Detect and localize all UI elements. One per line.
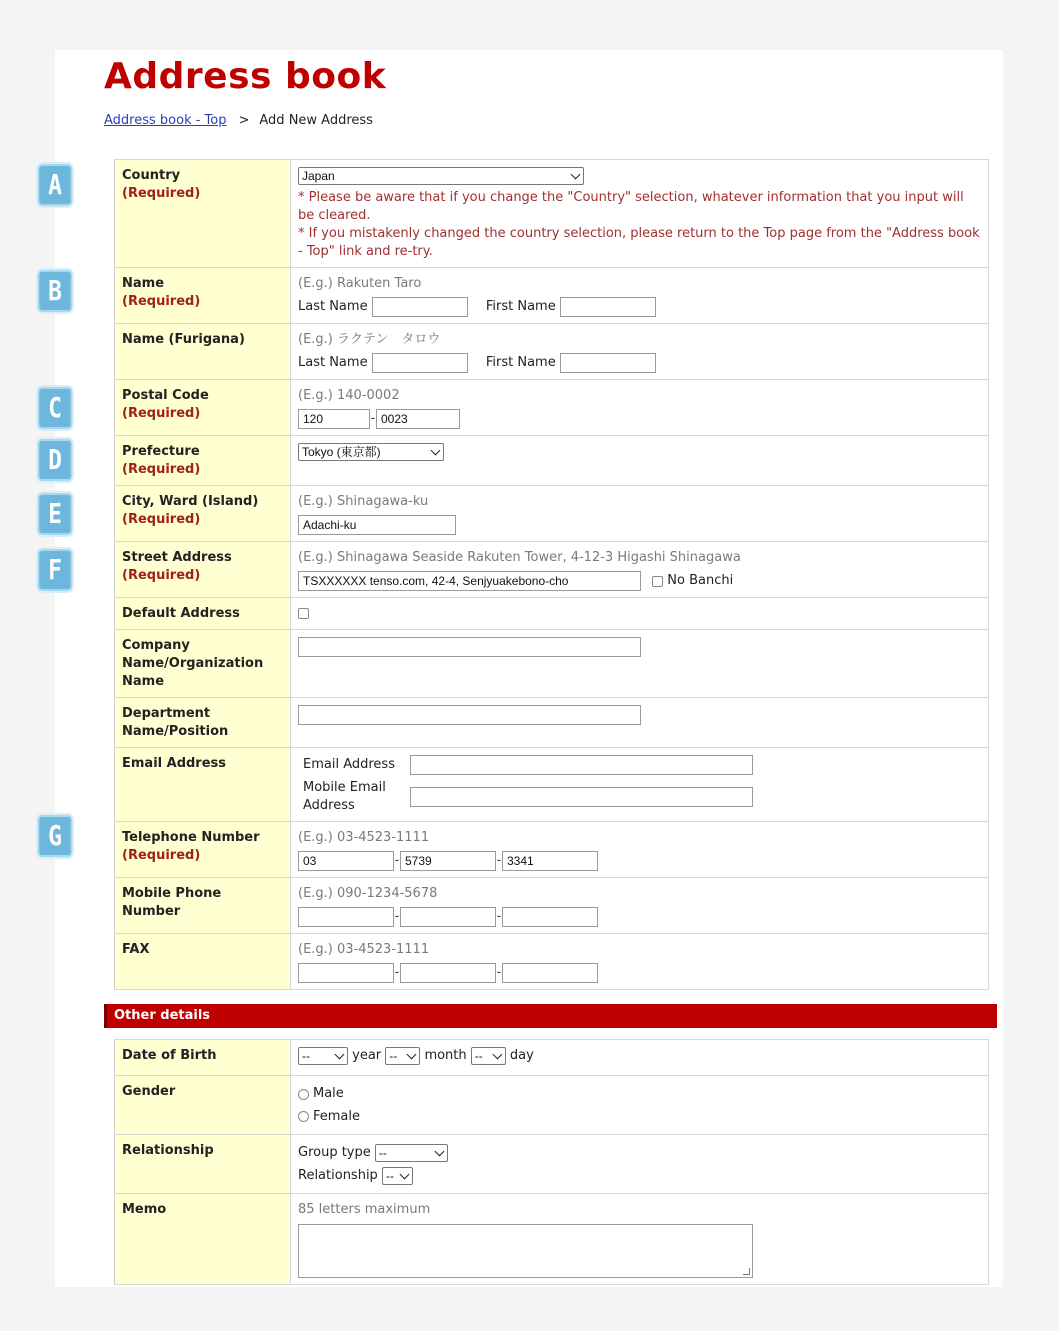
postal-code-row [115,380,989,436]
telephone-part1-input[interactable]: 03 [298,851,394,871]
email-label: Email Address [122,756,227,771]
street-address-input[interactable]: TSXXXXXX tenso.com, 42-4, Senjyuakebono-cho [298,571,641,591]
dob-label: Date of Birth [122,1048,217,1063]
street-example: (E.g.) Shinagawa Seaside Rakuten Tower, 4-12-3 Higashi Shinagawa [298,550,741,565]
month-label: month [424,1048,467,1063]
country-label: Country [122,168,181,183]
first-name-input[interactable] [560,297,656,317]
fax-part2-input[interactable] [400,963,496,983]
dob-label-cell [115,1040,291,1076]
group-type-select[interactable] [375,1144,448,1162]
gender-male-radio[interactable] [298,1089,309,1100]
telephone-part2-input[interactable]: 5739 [400,851,496,871]
required-marker: (Required) [122,462,201,477]
fax-dash: - [496,965,502,980]
last-name-label: Last Name [298,299,368,314]
email-value-cell [291,748,989,822]
mobile-part3-input[interactable] [502,907,598,927]
email-input[interactable] [410,755,753,775]
required-marker: (Required) [122,406,201,421]
birth-day-select[interactable] [471,1047,506,1065]
postal-code-part1-input[interactable]: 120 [298,409,370,429]
department-input[interactable] [298,705,641,725]
department-label-cell [115,698,291,748]
country-selected-value: Japan [302,169,335,183]
furigana-first-name-label: First Name [485,355,556,370]
furigana-last-name-label: Last Name [298,355,368,370]
birth-year-value: -- [302,1049,310,1063]
step-badge-g: G [38,815,72,857]
date-of-birth-row [115,1040,989,1076]
chevron-down-icon [335,1050,345,1060]
country-warning-1: * Please be aware that if you change the "Country" selection, whatever information that you input will be cleared. [298,189,964,223]
page-title: Address book [104,56,387,97]
city-row [115,486,989,542]
telephone-label-cell [115,822,291,878]
default-label-cell [115,598,291,630]
other-details-table [114,1039,989,1285]
city-label-cell [115,486,291,542]
memo-textarea[interactable] [298,1224,753,1278]
company-label-cell [115,630,291,698]
gender-label-cell [115,1076,291,1135]
birth-month-value: -- [389,1049,398,1063]
breadcrumb-link-address-book-top[interactable]: Address book - Top [104,113,227,128]
name-value-cell [291,268,989,324]
gender-value-cell [291,1076,989,1135]
telephone-row [115,822,989,878]
birth-year-select[interactable] [298,1047,348,1065]
step-badge-c: C [38,387,72,429]
chevron-down-icon [434,1147,444,1157]
chevron-down-icon [400,1169,410,1179]
default-address-row [115,598,989,630]
email-label-cell [115,748,291,822]
mobile-phone-row [115,878,989,934]
city-label: City, Ward (Island) [122,494,259,509]
city-input[interactable]: Adachi-ku [298,515,456,535]
city-example: (E.g.) Shinagawa-ku [298,494,429,509]
resize-grip-icon[interactable] [743,1268,750,1275]
default-address-checkbox[interactable] [298,608,309,619]
name-label-cell [115,268,291,324]
fax-label-cell [115,934,291,990]
furigana-last-name-input[interactable] [372,353,468,373]
mobile-part2-input[interactable] [400,907,496,927]
first-name-label: First Name [485,299,556,314]
furigana-first-name-input[interactable] [560,353,656,373]
mobile-dash: - [496,909,502,924]
required-marker: (Required) [122,568,201,583]
postal-example: (E.g.) 140-0002 [298,388,400,403]
name-label: Name [122,276,165,291]
relationship-sub-label: Relationship [298,1167,378,1183]
telephone-example: (E.g.) 03-4523-1111 [298,830,430,845]
birth-month-select[interactable] [385,1047,420,1065]
day-label: day [509,1048,534,1063]
mobile-email-sub-label: Mobile Email Address [303,780,386,813]
street-address-row [115,542,989,598]
company-value-cell [291,630,989,698]
dob-value-cell [291,1040,989,1076]
gender-female-radio[interactable] [298,1111,309,1122]
fax-dash: - [394,965,400,980]
prefecture-row [115,436,989,486]
country-row [115,160,989,268]
memo-hint: 85 letters maximum [298,1202,431,1217]
fax-value-cell [291,934,989,990]
telephone-dash: - [394,853,400,868]
prefecture-selected-value: Tokyo (東京都) [302,445,381,459]
required-marker: (Required) [122,512,201,527]
no-banchi-label: No Banchi [667,573,734,588]
default-address-label: Default Address [122,606,240,621]
relationship-value-cell [291,1135,989,1194]
step-badge-a: A [38,164,72,206]
name-row [115,268,989,324]
telephone-value-cell [291,822,989,878]
prefecture-label-cell [115,436,291,486]
furigana-label: Name (Furigana) [122,332,245,347]
chevron-down-icon [571,170,581,180]
chevron-down-icon [492,1050,502,1060]
postal-label-cell [115,380,291,436]
gender-male-label: Male [313,1086,344,1101]
telephone-dash: - [496,853,502,868]
last-name-input[interactable] [372,297,468,317]
postal-value-cell [291,380,989,436]
furigana-example: (E.g.) ラクテン タロウ [298,332,441,347]
street-value-cell [291,542,989,598]
memo-row [115,1194,989,1285]
mobile-part1-input[interactable] [298,907,394,927]
required-marker: (Required) [122,186,201,201]
company-row [115,630,989,698]
mobile-value-cell [291,878,989,934]
country-select[interactable] [298,167,584,185]
email-sub-label: Email Address [303,757,395,772]
required-marker: (Required) [122,294,201,309]
birth-day-value: -- [474,1049,483,1063]
company-input[interactable] [298,637,641,657]
postal-label: Postal Code [122,388,209,403]
step-badge-b: B [38,270,72,312]
street-label: Street Address [122,550,232,565]
step-badge-e: E [38,493,72,535]
department-row [115,698,989,748]
mobile-example: (E.g.) 090-1234-5678 [298,886,438,901]
relationship-label: Relationship [122,1143,214,1158]
memo-label: Memo [122,1202,167,1217]
default-value-cell [291,598,989,630]
furigana-label-cell [115,324,291,380]
fax-example: (E.g.) 03-4523-1111 [298,942,430,957]
breadcrumb [104,113,373,128]
fax-part3-input[interactable] [502,963,598,983]
step-badge-d: D [38,439,72,481]
address-form-table [114,159,989,990]
telephone-part3-input[interactable]: 3341 [502,851,598,871]
required-marker: (Required) [122,848,201,863]
postal-dash: - [370,411,376,426]
mobile-email-input[interactable] [410,787,753,807]
breadcrumb-current: Add New Address [259,113,373,128]
year-label: year [352,1048,382,1063]
chevron-down-icon [431,446,441,456]
department-label: Department Name/Position [122,706,229,739]
department-value-cell [291,698,989,748]
mobile-dash: - [394,909,400,924]
furigana-row [115,324,989,380]
chevron-down-icon [407,1050,417,1060]
telephone-label: Telephone Number [122,830,260,845]
memo-label-cell [115,1194,291,1285]
postal-code-part2-input[interactable]: 0023 [376,409,460,429]
fax-label: FAX [122,942,150,957]
fax-row [115,934,989,990]
prefecture-label: Prefecture [122,444,200,459]
prefecture-select[interactable] [298,443,444,461]
city-value-cell [291,486,989,542]
furigana-value-cell [291,324,989,380]
country-value-cell [291,160,989,268]
country-label-cell [115,160,291,268]
memo-value-cell [291,1194,989,1285]
step-badge-f: F [38,549,72,591]
relationship-label-cell [115,1135,291,1194]
company-label: Company Name/Organization Name [122,638,264,689]
mobile-label-cell [115,878,291,934]
group-type-value: -- [378,1146,387,1160]
gender-label: Gender [122,1084,176,1099]
street-label-cell [115,542,291,598]
name-example: (E.g.) Rakuten Taro [298,276,422,291]
other-details-header: Other details [104,1004,997,1028]
mobile-phone-label: Mobile Phone Number [122,886,222,919]
no-banchi-checkbox[interactable] [652,576,663,587]
fax-part1-input[interactable] [298,963,394,983]
breadcrumb-separator: > [238,113,250,128]
relationship-select[interactable] [382,1167,413,1185]
relationship-row [115,1135,989,1194]
email-row [115,748,989,822]
relationship-value: -- [385,1168,394,1183]
country-warning-2: * If you mistakenly changed the country selection, please return to the Top page from the "Address book - Top" link and re-try. [298,225,980,259]
prefecture-value-cell [291,436,989,486]
gender-row [115,1076,989,1135]
gender-female-label: Female [313,1108,361,1124]
group-type-label: Group type [298,1145,371,1160]
